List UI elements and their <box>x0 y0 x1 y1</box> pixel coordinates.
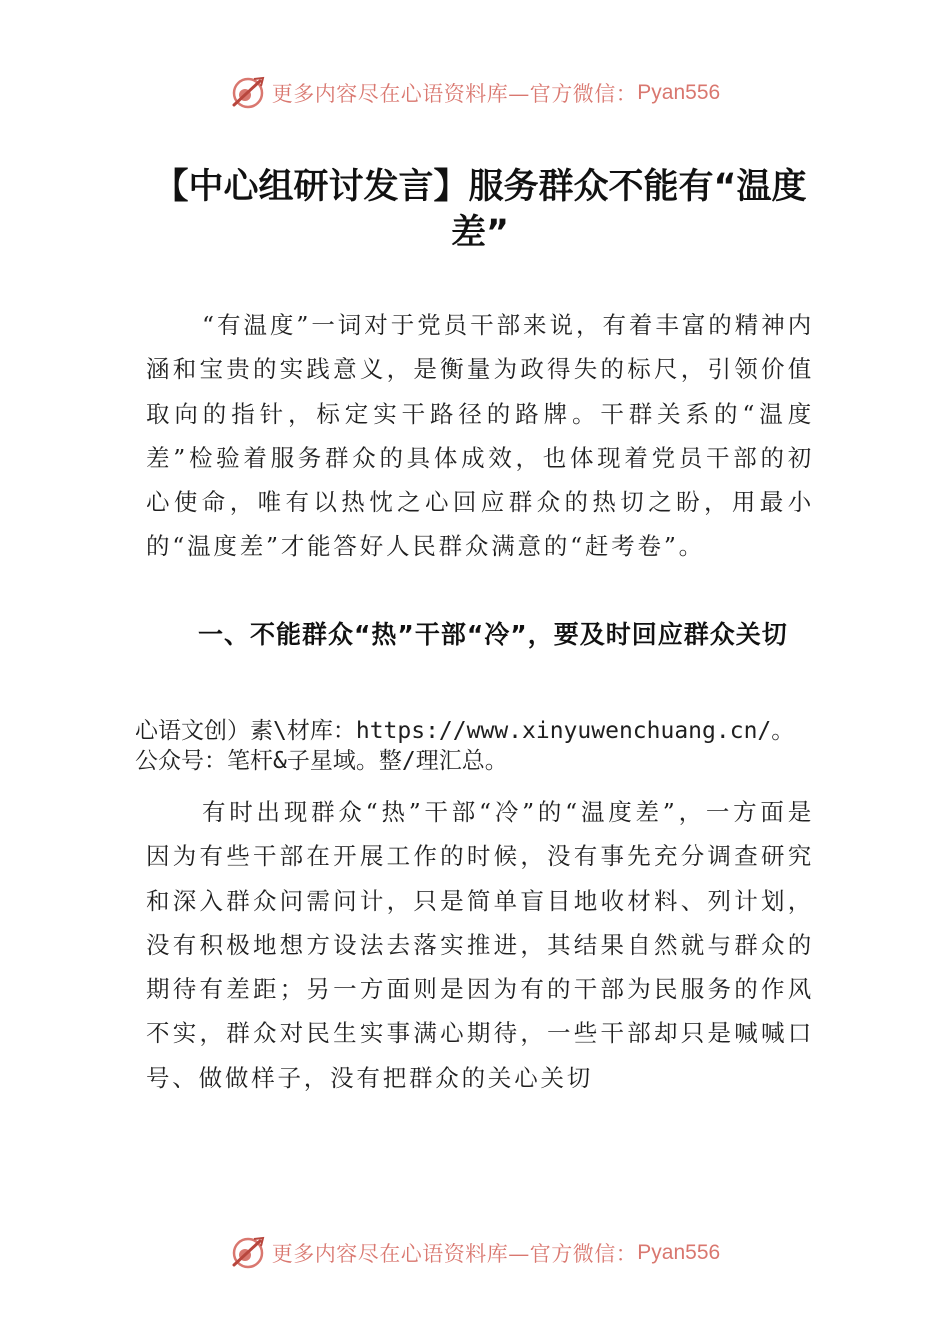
footer-banner <box>0 1231 950 1275</box>
pen-logo-icon <box>230 75 266 111</box>
intro-paragraph: “有温度”一词对于党员干部来说，有着丰富的精神内涵和宝贵的实践意义，是衡量为政得失的标尺，引领价值取向的指针，标定实干路径的路牌。干群关系的“温度差”检验着服务群众的具体成效，也体现着党员干部的初心使命，唯有以热忱之心回应群众的热切之盼，用最小的“温度差”才能答好人民群众满意的“赶考卷”。 <box>146 311 814 561</box>
watermark-line-1: 心语文创）素\材库：https://www.xinyuwenchuang.cn/。 <box>135 718 795 744</box>
banner-text: 更多内容尽在心语资料库—官方微信： <box>271 1242 638 1266</box>
section-1-paragraph: 有时出现群众“热”干部“冷”的“温度差”，一方面是因为有些干部在开展工作的时候，没有事先充分调查研究和深入群众问需问计，只是简单盲目地收材料、列计划，没有积极地想方设法去落实推进，其结果自然就与群众的期待有差距；另一方面则是因为有的干部为民服务的作风不实，群众对民生实事满心期待，一些干部却只是喊喊口号、做做样子，没有把群众的关心关切 <box>146 798 814 1092</box>
banner-wechat-id: Pyan556 <box>637 81 721 104</box>
banner-wechat-id: Pyan556 <box>637 1241 721 1264</box>
banner-text: 更多内容尽在心语资料库—官方微信： <box>271 82 638 106</box>
watermark-line-2: 公众号：笔杆&子星域。整/理汇总。 <box>135 748 508 774</box>
document-title: 【中心组研讨发言】服务群众不能有“温度差” <box>153 167 807 253</box>
section-1-heading: 一、不能群众“热”干部“冷”，要及时回应群众关切 <box>198 620 788 649</box>
pen-logo-icon <box>230 1235 266 1271</box>
header-banner <box>0 71 950 115</box>
